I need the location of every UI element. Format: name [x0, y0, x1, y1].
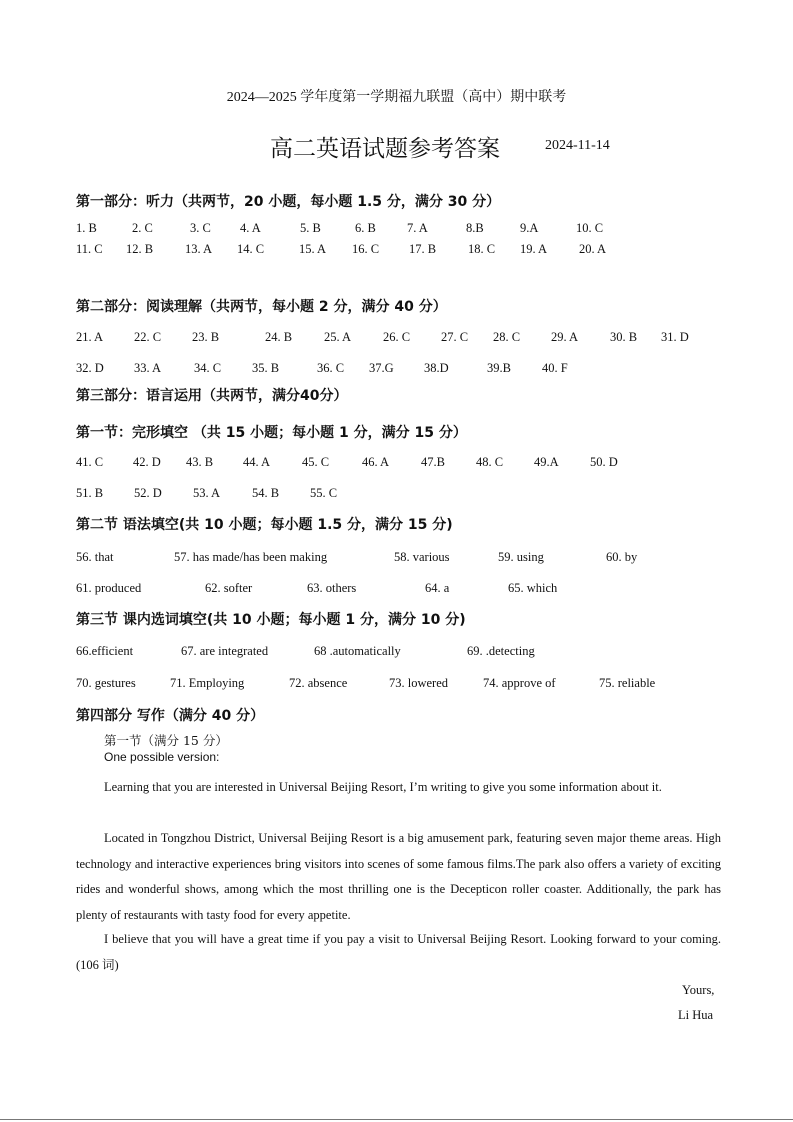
answer-item: 47.B [421, 455, 445, 469]
answer-item: 15. A [299, 242, 327, 256]
answer-item: 54. B [252, 486, 280, 500]
answer-item: 39.B [487, 361, 511, 375]
answer-item: 21. A [76, 330, 104, 344]
answer-item: 26. C [383, 330, 411, 344]
answer-item: 64. a [425, 581, 450, 595]
answer-item: 60. by [606, 550, 638, 564]
answer-item: 55. C [310, 486, 338, 500]
answer-item: 66.efficient [76, 644, 134, 658]
page-bottom-rule [0, 1119, 793, 1120]
part3-section1-heading: 第一节：完形填空 （共 15 小题；每小题 1 分，满分 15 分） [76, 425, 467, 441]
sample-label: One possible version: [104, 750, 220, 764]
answer-item: 12. B [126, 242, 154, 256]
part3-section2-heading: 第二节 语法填空(共 10 小题；每小题 1.5 分，满分 15 分) [76, 517, 453, 533]
answer-item: 19. A [520, 242, 548, 256]
answer-item: 22. C [134, 330, 162, 344]
answer-item: 5. B [300, 221, 321, 235]
letter-signature: Li Hua [678, 1008, 714, 1022]
answer-item: 74. approve of [483, 676, 556, 690]
answer-item: 40. F [542, 361, 568, 375]
answer-item: 25. A [324, 330, 352, 344]
part1-heading: 第一部分：听力（共两节，20 小题，每小题 1.5 分，满分 30 分） [76, 194, 501, 210]
school-line: 2024—2025 学年度第一学期福九联盟（高中）期中联考 [226, 90, 567, 105]
answer-item: 30. B [610, 330, 638, 344]
answer-item: 1. B [76, 221, 97, 235]
exam-date: 2024-11-14 [545, 138, 610, 153]
page-title: 高二英语试题参考答案 [270, 136, 500, 162]
answer-item: 32. D [76, 361, 104, 375]
answer-item: 65. which [508, 581, 558, 595]
answer-item: 44. A [243, 455, 271, 469]
answer-item: 13. A [185, 242, 213, 256]
answer-item: 11. C [76, 242, 103, 256]
answer-item: 62. softer [205, 581, 253, 595]
answer-item: 63. others [307, 581, 357, 595]
answer-item: 73. lowered [389, 676, 449, 690]
answer-item: 72. absence [289, 676, 348, 690]
essay-paragraph-2: Located in Tongzhou District, Universal Beijing Resort is a big amusement park, featuring seven major theme areas. High technology and interactive experiences bring visitors into scenes of some famous films.The park also offers a variety of exciting rides and wonderful shows, among which the most thrilling one is the Decepticon roller coaster. Additionally, the park has plenty of restaurants with tasty food for every appetite. [76, 831, 721, 922]
essay-paragraph-3: I believe that you will have a great time if you pay a visit to Universal Beijing Resort. Looking forward to your coming. (106 词) [76, 932, 721, 972]
answer-item: 31. D [661, 330, 689, 344]
answer-item: 18. C [468, 242, 496, 256]
answer-item: 6. B [355, 221, 376, 235]
answer-item: 43. B [186, 455, 214, 469]
answer-item: 56. that [76, 550, 114, 564]
answer-item: 42. D [133, 455, 161, 469]
answer-item: 38.D [424, 361, 449, 375]
part4-section1-label: 第一节（满分 15 分） [104, 733, 228, 748]
answer-item: 49.A [534, 455, 559, 469]
answer-item: 2. C [132, 221, 153, 235]
answer-item: 17. B [409, 242, 437, 256]
part4-heading: 第四部分 写作（满分 40 分） [76, 708, 265, 724]
answer-item: 27. C [441, 330, 469, 344]
answer-item: 8.B [466, 221, 484, 235]
answer-item: 35. B [252, 361, 280, 375]
answer-item: 24. B [265, 330, 293, 344]
part3-section3-heading: 第三节 课内选词填空(共 10 小题；每小题 1 分，满分 10 分) [76, 612, 466, 628]
answer-item: 57. has made/has been making [174, 550, 328, 564]
answer-item: 75. reliable [599, 676, 656, 690]
answer-item: 45. C [302, 455, 330, 469]
answer-item: 9.A [520, 221, 539, 235]
answer-item: 61. produced [76, 581, 142, 595]
answer-item: 58. various [394, 550, 450, 564]
answer-item: 28. C [493, 330, 521, 344]
answer-item: 3. C [190, 221, 211, 235]
answer-item: 34. C [194, 361, 222, 375]
answer-item: 37.G [369, 361, 394, 375]
answer-item: 14. C [237, 242, 265, 256]
answer-item: 50. D [590, 455, 618, 469]
answer-item: 51. B [76, 486, 104, 500]
answer-item: 52. D [134, 486, 162, 500]
answer-item: 67. are integrated [181, 644, 269, 658]
answer-item: 4. A [240, 221, 261, 235]
answer-item: 23. B [192, 330, 220, 344]
answer-item: 20. A [579, 242, 607, 256]
answer-item: 29. A [551, 330, 579, 344]
answer-item: 36. C [317, 361, 345, 375]
answer-item: 53. A [193, 486, 221, 500]
answer-item: 69. .detecting [467, 644, 535, 658]
answer-item: 7. A [407, 221, 428, 235]
answer-item: 41. C [76, 455, 104, 469]
answer-item: 10. C [576, 221, 604, 235]
essay-paragraph-1: Learning that you are interested in Universal Beijing Resort, I’m writing to give you some information about it. [104, 780, 662, 794]
answer-item: 46. A [362, 455, 390, 469]
answer-item: 16. C [352, 242, 380, 256]
part2-heading: 第二部分：阅读理解（共两节，每小题 2 分，满分 40 分） [76, 299, 447, 315]
answer-item: 33. A [134, 361, 162, 375]
answer-item: 68 .automatically [314, 644, 401, 658]
answer-item: 48. C [476, 455, 504, 469]
answer-item: 71. Employing [170, 676, 245, 690]
part3-heading: 第三部分：语言运用（共两节，满分40分） [76, 388, 348, 404]
answer-item: 70. gestures [76, 676, 136, 690]
answer-item: 59. using [498, 550, 544, 564]
letter-closing: Yours, [682, 983, 715, 997]
